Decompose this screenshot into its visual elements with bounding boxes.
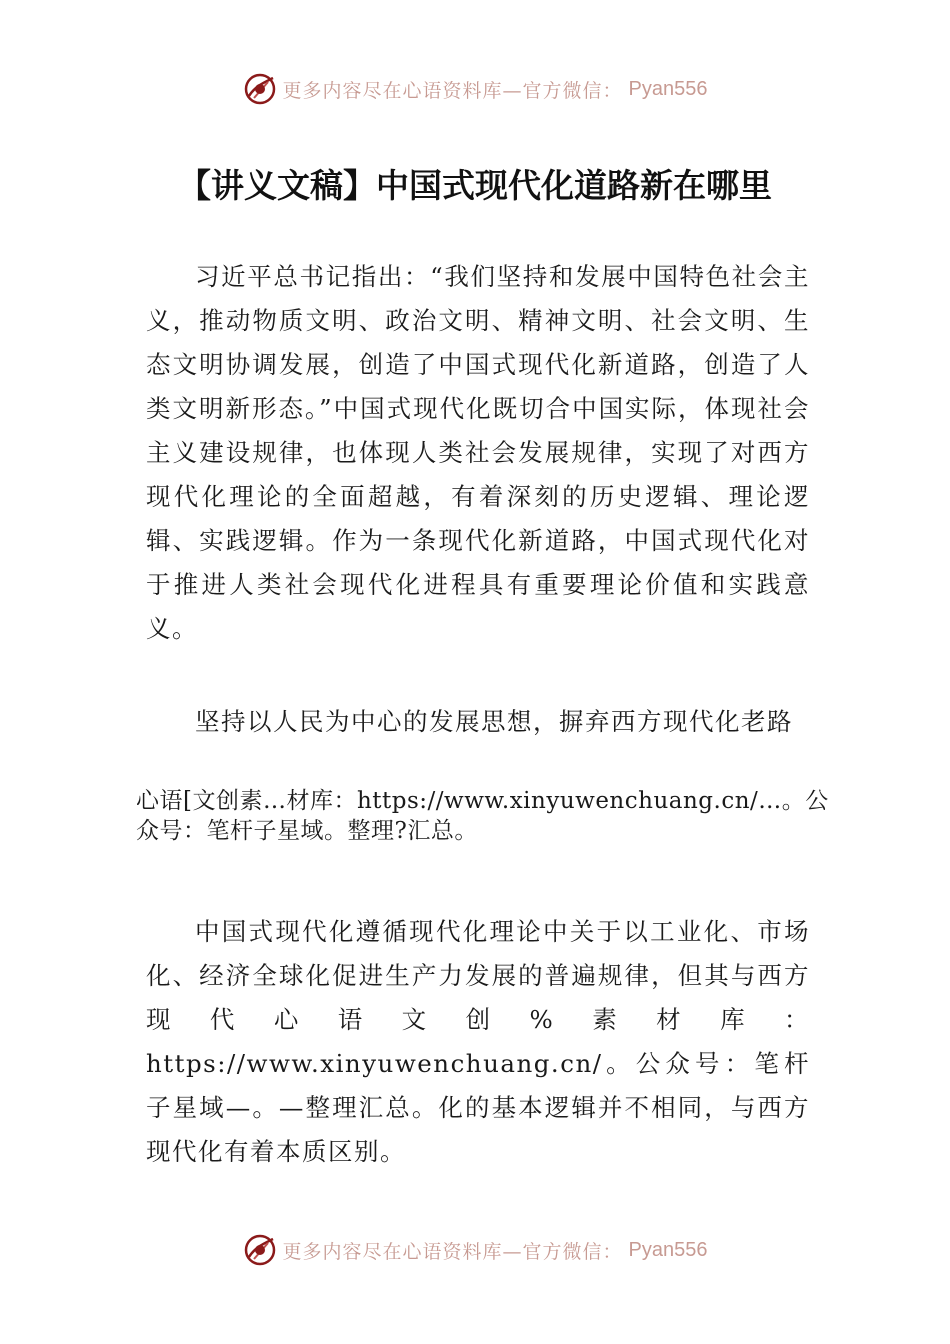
footer-banner	[0, 1233, 950, 1267]
document-title: 【讲义文稿】中国式现代化道路新在哪里	[178, 166, 772, 205]
wechat-id: Pyan556	[628, 77, 708, 100]
section-heading: 坚持以人民为中心的发展思想，摒弃西方现代化老路	[195, 707, 793, 736]
paragraph-body: 中国式现代化遵循现代化理论中关于以工业化、市场化、经济全球化促进生产力发展的普遍规律，但其与西方现代心语文创%素材库：https://www.xinyuwenchuang.cn/。公众号：笔杆子星域—。—整理汇总。化的基本逻辑并不相同，与西方现代化有着本质区别。	[146, 917, 810, 1166]
wechat-id: Pyan556	[628, 1238, 708, 1261]
banner-text: 更多内容尽在心语资料库—官方微信：	[282, 79, 623, 102]
paragraph-intro: 习近平总书记指出：“我们坚持和发展中国特色社会主义，推动物质文明、政治文明、精神文明、社会文明、生态文明协调发展，创造了中国式现代化新道路，创造了人类文明新形态。”中国式现代化既切合中国实际，体现社会主义建设规律，也体现人类社会发展规律，实现了对西方现代化理论的全面超越，有着深刻的历史逻辑、理论逻辑、实践逻辑。作为一条现代化新道路，中国式现代化对于推进人类社会现代化进程具有重要理论价值和实践意义。	[146, 262, 810, 643]
banner-text: 更多内容尽在心语资料库—官方微信：	[282, 1240, 623, 1263]
inserted-watermark-note: 心语[文创素…材库：https://www.xinyuwenchuang.cn/…。公众号：笔杆子星域。整理?汇总。	[136, 788, 829, 844]
brand-logo-icon	[243, 72, 277, 106]
brand-logo-icon	[243, 1233, 277, 1267]
header-banner	[0, 72, 950, 106]
